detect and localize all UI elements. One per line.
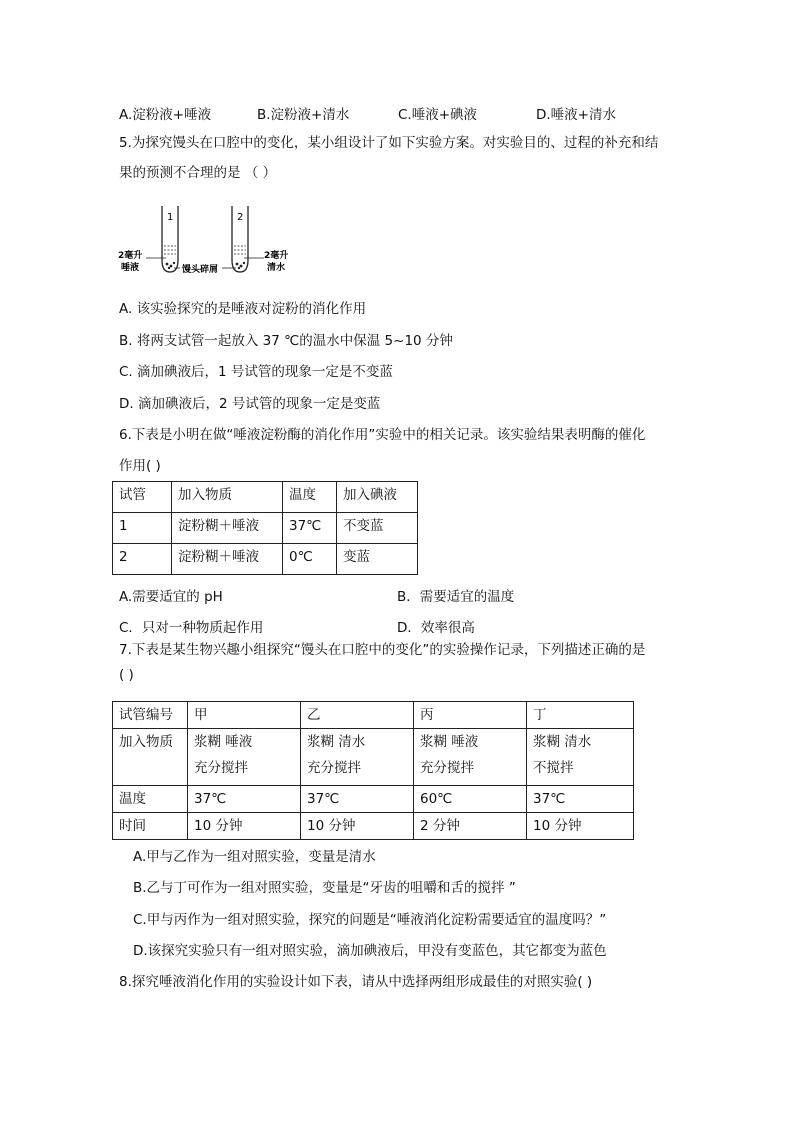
tube2-label: 2 xyxy=(237,212,244,223)
q7-table xyxy=(112,701,634,840)
q4-option-a: A.淀粉液+唾液 xyxy=(119,107,212,123)
table-header: 丁 xyxy=(527,702,634,729)
q5-option-a: A. 该实验探究的是唾液对淀粉的消化作用 xyxy=(119,301,367,317)
q6-table xyxy=(112,481,418,575)
q4-option-b: B.淀粉液+清水 xyxy=(257,107,350,123)
q8-stem: 8.探究唾液消化作用的实验设计如下表，请从中选择两组形成最佳的对照实验( ) xyxy=(119,974,593,990)
table-cell: 浆糊 清水 充分搅拌 xyxy=(301,729,414,786)
table-cell: 变蓝 xyxy=(337,544,418,575)
table-cell: 温度 xyxy=(113,786,188,813)
q5-option-b: B. 将两支试管一起放入 37 ℃的温水中保温 5~10 分钟 xyxy=(119,333,453,349)
table-header-row xyxy=(113,702,634,729)
q5-option-c: C. 滴加碘液后，1 号试管的现象一定是不变蓝 xyxy=(119,364,393,380)
table-cell: 浆糊 清水 不搅拌 xyxy=(527,729,634,786)
q4-option-c: C.唾液+碘液 xyxy=(398,107,478,123)
q7-option-d: D.该探究实验只有一组对照实验，滴加碘液后，甲没有变蓝色，其它都变为蓝色 xyxy=(133,943,607,959)
right-liquid-label: 清水 xyxy=(267,263,286,273)
table-header: 丙 xyxy=(414,702,527,729)
table-cell: 2 xyxy=(113,544,172,575)
q4-option-d: D.唾液+清水 xyxy=(536,107,616,123)
table-header: 乙 xyxy=(301,702,414,729)
table-cell: 37℃ xyxy=(188,786,301,813)
table-cell: 淀粉糊＋唾液 xyxy=(172,544,283,575)
right-volume-label: 2毫升 xyxy=(264,251,289,261)
table-row xyxy=(113,544,418,575)
tube1-label: 1 xyxy=(167,212,174,223)
table-header-row xyxy=(113,482,418,513)
table-cell: 10 分钟 xyxy=(301,813,414,840)
table-header: 温度 xyxy=(283,482,337,513)
q5-stem-line1: 5.为探究馒头在口腔中的变化，某小组设计了如下实验方案。对实验目的、过程的补充和结 xyxy=(119,135,659,151)
q6-option-c: C．只对一种物质起作用 xyxy=(119,620,264,636)
table-header: 甲 xyxy=(188,702,301,729)
table-cell: 2 分钟 xyxy=(414,813,527,840)
table-cell: 0℃ xyxy=(283,544,337,575)
table-cell: 10 分钟 xyxy=(188,813,301,840)
left-liquid-label: 唾液 xyxy=(121,263,140,273)
q6-option-a: A.需要适宜的 pH xyxy=(119,589,223,605)
table-cell: 10 分钟 xyxy=(527,813,634,840)
q6-option-b: B．需要适宜的温度 xyxy=(397,589,515,605)
table-cell: 37℃ xyxy=(301,786,414,813)
q7-option-b: B.乙与丁可作为一组对照实验，变量是“牙齿的咀嚼和舌的搅拌 ” xyxy=(133,880,516,896)
center-label: 馒头碎屑 xyxy=(182,265,219,275)
table-cell: 淀粉糊＋唾液 xyxy=(172,513,283,544)
table-header: 试管编号 xyxy=(113,702,188,729)
q6-option-d: D．效率很高 xyxy=(397,620,475,636)
q6-stem-line2: 作用( ) xyxy=(119,458,161,474)
q7-stem-line1: 7.下表是某生物兴趣小组探究“馒头在口腔中的变化”的实验操作记录，下列描述正确的是 xyxy=(119,642,646,658)
table-cell: 浆糊 唾液 充分搅拌 xyxy=(414,729,527,786)
table-cell: 时间 xyxy=(113,813,188,840)
table-row xyxy=(113,513,418,544)
table-cell: 浆糊 唾液 充分搅拌 xyxy=(188,729,301,786)
table-header: 加入物质 xyxy=(172,482,283,513)
table-cell: 60℃ xyxy=(414,786,527,813)
q7-option-c: C.甲与丙作为一组对照实验，探究的问题是“唾液消化淀粉需要适宜的温度吗？” xyxy=(133,912,607,928)
q5-option-d: D. 滴加碘液后，2 号试管的现象一定是变蓝 xyxy=(119,396,381,412)
left-volume-label: 2毫升 xyxy=(118,251,143,261)
table-cell: 加入物质 xyxy=(113,729,188,786)
q6-stem-line1: 6.下表是小明在做“唾液淀粉酶的消化作用”实验中的相关记录。该实验结果表明酶的催化 xyxy=(119,427,646,443)
table-header: 加入碘液 xyxy=(337,482,418,513)
table-row xyxy=(113,729,634,786)
table-cell: 37℃ xyxy=(283,513,337,544)
table-header: 试管 xyxy=(113,482,172,513)
table-row xyxy=(113,786,634,813)
q7-stem-line2: ( ) xyxy=(119,667,134,683)
q5-stem-line2: 果的预测不合理的是 （ ） xyxy=(119,165,277,181)
table-cell: 37℃ xyxy=(527,786,634,813)
q5-test-tube-figure xyxy=(116,202,296,280)
table-cell: 1 xyxy=(113,513,172,544)
q7-option-a: A.甲与乙作为一组对照实验，变量是清水 xyxy=(133,849,376,865)
table-row xyxy=(113,813,634,840)
table-cell: 不变蓝 xyxy=(337,513,418,544)
